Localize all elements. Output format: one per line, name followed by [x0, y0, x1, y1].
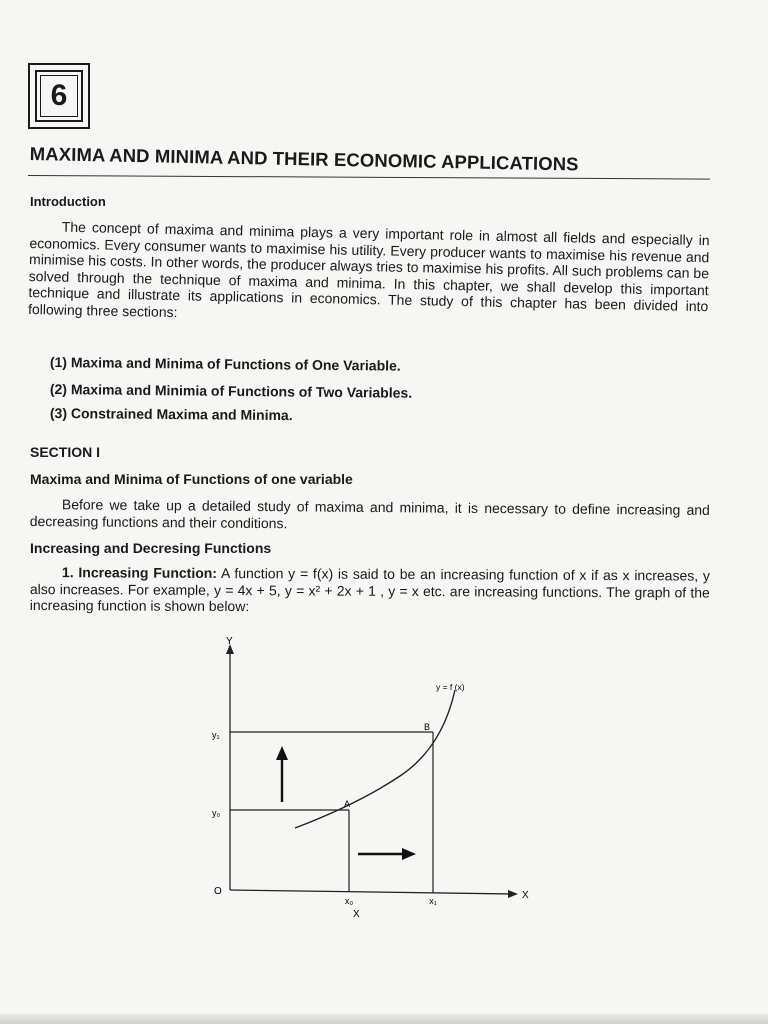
chapter-number: 6 [40, 75, 78, 117]
x1-label: x₁ [429, 896, 437, 906]
introduction-heading: Introduction [30, 194, 106, 209]
x-axis-line [230, 890, 512, 894]
section-list-item-2: (2) Maxima and Minimia of Functions of Two Variables. [49, 381, 413, 401]
origin-label: O [214, 886, 222, 897]
x-axis-label: X [522, 890, 529, 901]
y1-label: y₁ [212, 730, 220, 740]
curve-label: y = f (x) [436, 682, 465, 692]
chapter-number-box [28, 63, 90, 129]
point-b-label: B [424, 722, 431, 732]
point-a-label: A [344, 799, 351, 809]
definition-lead: 1. Increasing Function: [61, 564, 218, 581]
increasing-function-graph [190, 632, 550, 932]
section-label: SECTION I [30, 444, 101, 460]
section-list-item-1: (1) Maxima and Minima of Functions of One Variable. [49, 354, 401, 374]
x0-label: x₀ [344, 896, 354, 906]
page-bottom-edge [0, 1014, 768, 1024]
y-axis-label: Y [226, 636, 233, 647]
up-arrow-icon [276, 746, 288, 760]
y0-label: y₀ [212, 808, 221, 818]
definition-text: A function y = f(x) is said to be an increasing function of x if as x increases, y also increases. For example, y = 4x + 5, y = x² + 2x + 1 , y = x etc. are increasing functions. The graph of the increasing function is shown below: [29, 564, 710, 615]
right-arrow-icon [402, 848, 416, 860]
introduction-paragraph: The concept of maxima and minima plays a very important role in almost all fields and especially in economics. Every consumer wants to maximise his utility. Every producer wants to maximise his revenue and minimise his costs. In other words, the producer always tries to maximise his profits. All such problems can be solved through the technique of maxima and minima. In this chapter, we shall develop this important technique and illustrate its applications in economics. The study of this chapter has been divided into following three sections: [27, 218, 710, 321]
x-axis-arrow-icon [508, 890, 518, 898]
definition-paragraph [30, 564, 710, 617]
section-list-item-3: (3) Constrained Maxima and Minima. [49, 405, 293, 424]
subheading: Increasing and Decresing Functions [30, 540, 272, 556]
chapter-title: MAXIMA AND MINIMA AND THEIR ECONOMIC APPLICATIONS [29, 143, 579, 175]
section-paragraph: Before we take up a detailed study of maxima and minima, it is necessary to define increasing and decreasing functions and their conditions. [29, 496, 710, 531]
function-curve [295, 690, 455, 828]
section-title: Maxima and Minima of Functions of one variable [30, 471, 353, 487]
x-caption-label: X [353, 909, 360, 920]
